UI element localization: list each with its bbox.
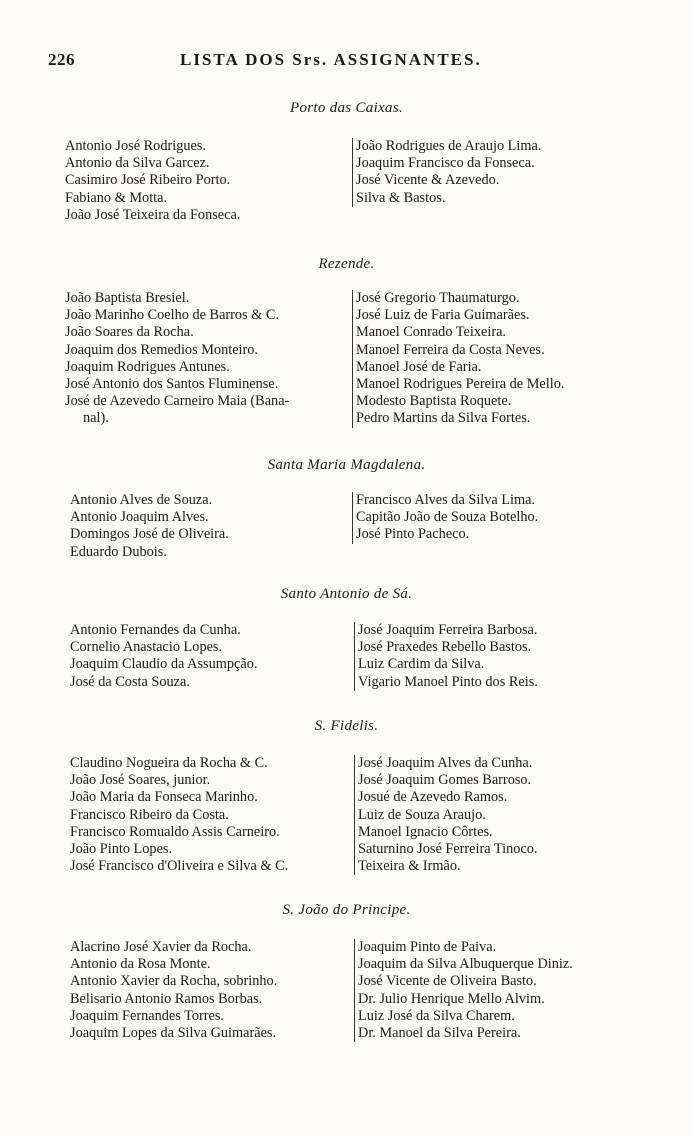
subscriber-entry: José Vicente de Oliveira Basto. — [358, 973, 537, 990]
subscriber-entry: Dr. Manoel da Silva Pereira. — [358, 1025, 521, 1042]
subscriber-entry: nal). — [83, 410, 109, 427]
subscriber-entry: Eduardo Dubois. — [70, 543, 167, 560]
subscriber-entry: Luiz José da Silva Charem. — [358, 1007, 515, 1024]
subscriber-entry: Domingos José de Oliveira. — [70, 526, 229, 543]
subscriber-entry: Alacrino José Xavier da Rocha. — [70, 939, 252, 955]
left-column — [70, 939, 277, 1042]
subscriber-entry: Pedro Martins da Silva Fortes. — [356, 410, 531, 427]
section-title: S. Fidelis. — [314, 718, 379, 734]
subscriber-entry: Antonio Alves de Souza. — [70, 492, 213, 508]
section-title: Santa Maria Magdalena. — [267, 457, 426, 473]
subscriber-entry: Joaquim da Silva Albuquerque Diniz. — [358, 956, 573, 973]
subscriber-entry: João Soares da Rocha. — [65, 324, 194, 341]
subscriber-entry: Josué de Azevedo Ramos. — [358, 789, 508, 806]
subscriber-entry: Modesto Baptista Roquete. — [356, 393, 512, 410]
subscriber-entry: João Baptista Bresiel. — [65, 290, 190, 306]
subscriber-entry: Luiz Cardim da Silva. — [358, 656, 485, 673]
subscriber-entry: Manoel Ferreira da Costa Neves. — [356, 341, 545, 358]
section-title: S. João do Principe. — [282, 902, 411, 918]
subscriber-entry: Claudino Nogueira da Rocha & C. — [70, 755, 268, 771]
subscriber-entry: José Antonio dos Santos Fluminense. — [65, 376, 279, 393]
subscriber-entry: Joaquim Pinto de Paiva. — [358, 939, 497, 955]
subscriber-entry: José Praxedes Rebello Bastos. — [358, 639, 532, 656]
right-column — [354, 939, 573, 1042]
subscriber-entry: Joaquim dos Remedios Monteiro. — [65, 341, 258, 358]
subscriber-entry: João José Teixeira da Fonseca. — [65, 206, 241, 223]
right-column — [352, 492, 538, 544]
subscriber-entry: Antonio da Silva Garcez. — [65, 155, 210, 172]
subscriber-entry: João José Soares, junior. — [70, 772, 211, 789]
subscriber-entry: Manoel Ignacio Côrtes. — [358, 823, 493, 840]
subscriber-entry: José de Azevedo Carneiro Maia (Bana- — [65, 393, 290, 410]
subscriber-entry: João Marinho Coelho de Barros & C. — [65, 307, 280, 324]
subscriber-entry: Francisco Ribeiro da Costa. — [70, 806, 229, 823]
subscriber-entry: Francisco Alves da Silva Lima. — [356, 492, 536, 508]
subscriber-entry: Joaquim Claudio da Assumpção. — [70, 656, 258, 673]
right-column — [354, 622, 538, 691]
subscriber-entry: Antonio Joaquim Alves. — [70, 509, 209, 526]
subscriber-entry: Manoel Conrado Teixeira. — [356, 324, 506, 341]
subscriber-entry: Capitão João de Souza Botelho. — [356, 509, 539, 526]
section-title: Porto das Caixas. — [289, 100, 404, 116]
subscriber-entry: Antonio da Rosa Monte. — [70, 956, 211, 973]
subscriber-entry: Teixeira & Irmão. — [358, 858, 461, 875]
subscriber-entry: Joaquim Lopes da Silva Guimarães. — [70, 1025, 277, 1042]
subscriber-entry: João Rodrigues de Araujo Lima. — [356, 138, 542, 154]
left-column — [65, 290, 289, 428]
subscriber-entry: Belisario Antonio Ramos Borbas. — [70, 990, 263, 1007]
running-title: LISTA DOS Srs. ASSIGNANTES. — [180, 50, 482, 69]
subscriber-entry: Silva & Bastos. — [356, 189, 446, 206]
subscriber-entry: José Gregorio Thaumaturgo. — [356, 290, 520, 306]
subscriber-entry: Manoel José de Faria. — [356, 358, 482, 375]
subscriber-entry: Saturnino José Ferreira Tinoco. — [358, 841, 538, 858]
subscriber-entry: Joaquim Fernandes Torres. — [70, 1007, 224, 1024]
subscriber-entry: Antonio José Rodrigues. — [65, 138, 206, 154]
subscriber-entry: Luiz de Souza Araujo. — [358, 806, 486, 823]
right-column — [354, 755, 538, 875]
subscriber-entry: José Luiz de Faria Guimarães. — [356, 307, 530, 324]
subscriber-entry: Fabiano & Motta. — [65, 189, 168, 206]
subscriber-entry: Antonio Fernandes da Cunha. — [70, 622, 241, 638]
subscriber-entry: José Vicente & Azevedo. — [356, 172, 500, 189]
page-header — [40, 50, 660, 74]
subscriber-entry: Francisco Romualdo Assis Carneiro. — [70, 823, 280, 840]
left-column — [70, 622, 257, 691]
subscriber-entry: José Francisco d'Oliveira e Silva & C. — [70, 858, 289, 875]
subscriber-entry: José Joaquim Ferreira Barbosa. — [358, 622, 538, 638]
subscriber-entry: José Pinto Pacheco. — [356, 526, 470, 543]
subscriber-entry: José da Costa Souza. — [70, 673, 190, 690]
subscriber-entry: Manoel Rodrigues Pereira de Mello. — [356, 376, 565, 393]
subscriber-entry: Vigario Manoel Pinto dos Reis. — [358, 673, 538, 690]
left-column — [65, 138, 240, 224]
section-title: Santo Antonio de Sá. — [280, 586, 413, 602]
subscriber-entry: João Pinto Lopes. — [70, 841, 173, 858]
subscriber-entry: Joaquim Rodrigues Antunes. — [65, 358, 230, 375]
subscriber-entry: José Joaquim Alves da Cunha. — [358, 755, 533, 771]
subscriber-entry: João Maria da Fonseca Marinho. — [70, 789, 258, 806]
subscriber-entry: Antonio Xavier da Rocha, sobrinho. — [70, 973, 278, 990]
subscriber-entry: Joaquim Francisco da Fonseca. — [356, 155, 535, 172]
subscriber-entry: Cornelio Anastacio Lopes. — [70, 639, 223, 656]
left-column — [70, 755, 288, 875]
right-column — [352, 138, 541, 207]
left-column — [70, 492, 229, 561]
subscriber-entry: Casimiro José Ribeiro Porto. — [65, 172, 231, 189]
section-title: Rezende. — [318, 256, 375, 272]
subscriber-entry: Dr. Julio Henrique Mello Alvim. — [358, 990, 545, 1007]
right-column — [352, 290, 564, 428]
page-number: 226 — [48, 50, 75, 69]
subscriber-entry: José Joaquim Gomes Barroso. — [358, 772, 532, 789]
